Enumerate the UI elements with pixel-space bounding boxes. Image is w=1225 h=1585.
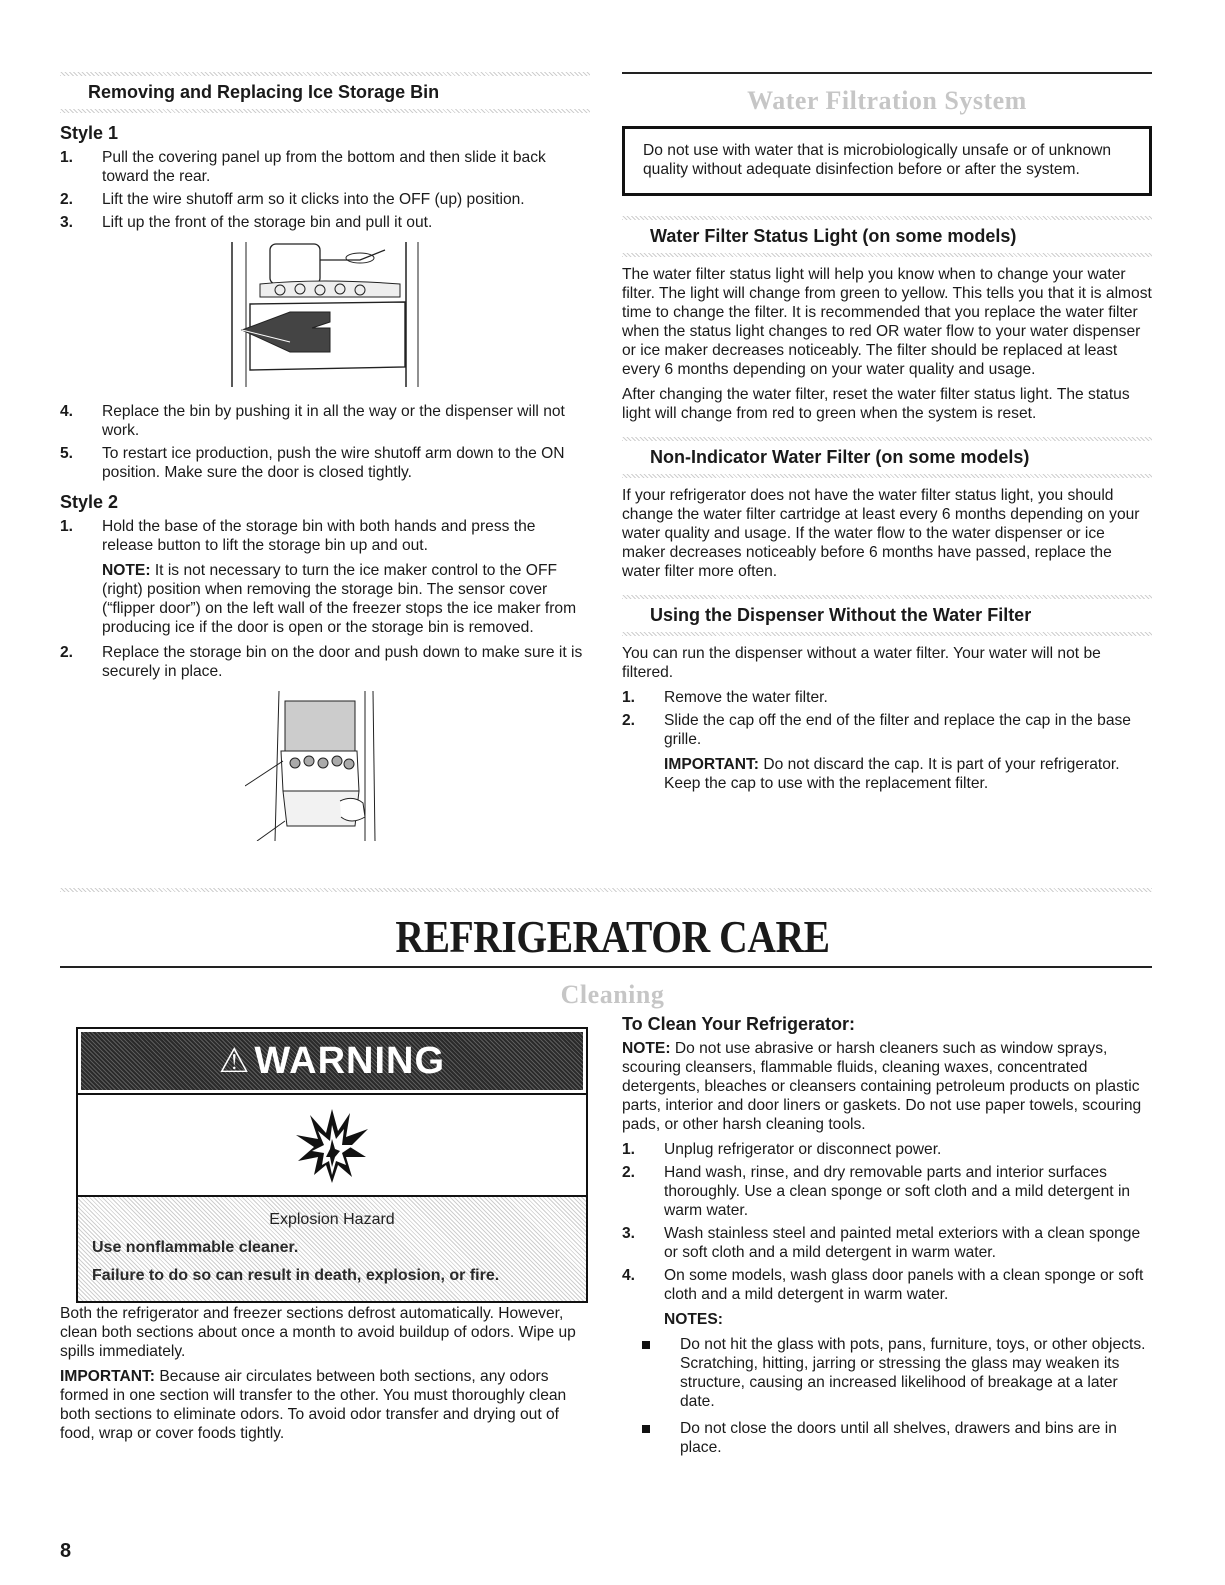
status-paragraph-2: After changing the water filter, reset the water filter status light. The status light will change from red to green when the system is reset. — [622, 386, 1130, 422]
heading-rule — [60, 109, 590, 113]
title-underline — [60, 966, 1152, 968]
section-rule — [622, 72, 1152, 74]
warning-icon-area — [78, 1093, 586, 1195]
warning-banner — [78, 1029, 586, 1093]
section-title: Water Filtration System — [747, 86, 1027, 115]
ice-bin-section — [60, 72, 590, 851]
warning-text — [78, 1195, 586, 1301]
bullet-icon — [642, 1341, 650, 1349]
list-item: 3. Lift up the front of the storage bin and pull it out. — [60, 214, 433, 231]
ice-bin-heading: Removing and Replacing Ice Storage Bin — [88, 82, 440, 102]
list-item: 4. On some models, wash glass door panels with a clean sponge or soft cloth and a mild detergent in warm water. NOTES: — [622, 1266, 1152, 1329]
notes-bullets — [622, 1335, 1152, 1457]
without-filter-heading: Using the Dispenser Without the Water Filter — [650, 605, 1032, 625]
style1-steps-continued — [60, 402, 590, 482]
without-filter-paragraph: You can run the dispenser without a water filter. Your water will not be filtered. — [622, 645, 1101, 681]
heading-rule — [622, 474, 1152, 478]
defrost-paragraph: Both the refrigerator and freezer sections defrost automatically. However, clean both sections about once a month to avoid buildup of odors. Wipe up spills immediately. — [60, 1305, 576, 1360]
bullet-icon — [642, 1425, 650, 1433]
list-item: Do not hit the glass with pots, pans, furniture, toys, or other objects. Scratching, hitting, jarring or stressing the glass may weaken its structure, causing an increased likelihood of breakage at a later date. — [622, 1335, 1152, 1411]
clean-heading: To Clean Your Refrigerator: — [622, 1014, 856, 1034]
ice-bin-style2-illustration — [245, 691, 405, 841]
explosion-icon — [292, 1105, 372, 1185]
warning-label: WARNING — [254, 1039, 446, 1082]
style1-steps — [60, 148, 590, 232]
style2-label: Style 2 — [60, 492, 119, 512]
list-item: 1. Pull the covering panel up from the bottom and then slide it back toward the rear. — [60, 149, 546, 185]
cleaning-note: NOTE: Do not use abrasive or harsh cleaners such as window sprays, scouring cleansers, flammable fluids, cleaning waxes, concentrated detergents, bleaches or cleansers containing petroleum products on plastic parts, interior and door liners or gaskets. Do not use paper towels, scouring pads, or other harsh cleaning tools. — [622, 1040, 1142, 1133]
page-number: 8 — [60, 1540, 72, 1562]
style1-label: Style 1 — [60, 123, 119, 143]
caution-box — [622, 126, 1152, 196]
ice-bin-removal-illustration — [220, 242, 430, 392]
list-item: 5. To restart ice production, push the wire shutoff arm down to the ON position. Make sure the door is closed tightly. — [60, 445, 565, 481]
non-indicator-heading: Non-Indicator Water Filter (on some models) — [650, 447, 1030, 467]
list-item: 2. Lift the wire shutoff arm so it clicks into the OFF (up) position. — [60, 191, 525, 208]
notes-label: NOTES: — [664, 1311, 723, 1328]
list-item: 4. Replace the bin by pushing it in all the way or the dispenser will not work. — [60, 403, 565, 439]
cleaning-steps — [622, 1140, 1152, 1329]
list-item: 2. Slide the cap off the end of the filter and replace the cap in the base grille. IMPORTANT: Do not discard the cap. It is part of your refrigerator. Keep the cap to use with the replacement filter. — [622, 711, 1152, 793]
warning-line-2: Failure to do so can result in death, explosion, or fire. — [92, 1267, 500, 1284]
heading-rule — [622, 632, 1152, 636]
divider-rule — [60, 888, 1152, 892]
style2-steps — [60, 517, 590, 681]
warning-box — [76, 1027, 588, 1303]
water-filtration-section — [622, 72, 1152, 797]
caution-text: Do not use with water that is microbiologically unsafe or of unknown quality without adequate disinfection before or after the system. — [643, 142, 1112, 178]
non-indicator-paragraph: If your refrigerator does not have the water filter status light, you should change the water filter cartridge at least every 6 months depending on your water quality and usage. If the water flow to the water dispenser or ice maker decreases noticeably before 6 months have passed, replace the water filter more often. — [622, 487, 1140, 580]
page-title: REFRIGERATOR CARE — [395, 911, 830, 962]
list-item: 2. Hand wash, rinse, and dry removable parts and interior surfaces thoroughly. Use a clean sponge or soft cloth and a mild detergent in warm water. — [622, 1164, 1131, 1219]
style2-note: NOTE: It is not necessary to turn the ice maker control to the OFF (right) position when removing the storage bin. The sensor cover (“flipper door”) on the left wall of the freezer stops the ice maker from producing ice if the door is open or the storage bin is removed. — [102, 562, 577, 636]
status-light-heading: Water Filter Status Light (on some models) — [650, 226, 1017, 246]
list-item: 2. Replace the storage bin on the door and push down to make sure it is securely in place. — [60, 644, 583, 680]
status-paragraph-1: The water filter status light will help you know when to change your water filter. The light will change from green to yellow. This tells you that it is almost time to change the filter. It is recommended that you replace the water filter when the status light changes to red OR water flow to your water dispenser or ice maker decreases noticeably. The filter should be replaced at least every 6 months depending on your water quality and usage. — [622, 266, 1152, 378]
list-item: 3. Wash stainless steel and painted metal exteriors with a clean sponge or soft cloth and a mild detergent in warm water. — [622, 1225, 1141, 1261]
cleaning-title: Cleaning — [560, 980, 665, 1009]
cleaning-right-text — [622, 1014, 1152, 1465]
heading-rule — [622, 253, 1152, 257]
hazard-title: Explosion Hazard — [269, 1211, 395, 1228]
cleaning-important: IMPORTANT: Because air circulates between both sections, any odors formed in one section will transfer to the other. You must thoroughly clean both sections to eliminate odors. To avoid odor transfer and drying out of food, wrap or cover foods tightly. — [60, 1368, 567, 1442]
important-note: IMPORTANT: Do not discard the cap. It is part of your refrigerator. Keep the cap to use with the replacement filter. — [664, 756, 1120, 792]
list-item: Do not close the doors until all shelves, drawers and bins are in place. — [622, 1419, 1152, 1457]
list-item: 1. Hold the base of the storage bin with both hands and press the release button to lift the storage bin up and out. NOTE: It is not necessary to turn the ice maker control to the OFF (right) position when removing the storage bin. The sensor cover (“flipper door”) on the left wall of the freezer stops the ice maker from producing ice if the door is open or the storage bin is removed. — [60, 517, 590, 637]
list-item: 1. Unplug refrigerator or disconnect power. — [622, 1141, 942, 1158]
warning-triangle-icon: ⚠ — [218, 1042, 251, 1080]
cleaning-left-text — [60, 1304, 590, 1449]
without-filter-steps — [622, 688, 1152, 793]
warning-line-1: Use nonflammable cleaner. — [92, 1239, 299, 1256]
list-item: 1. Remove the water filter. — [622, 689, 828, 706]
